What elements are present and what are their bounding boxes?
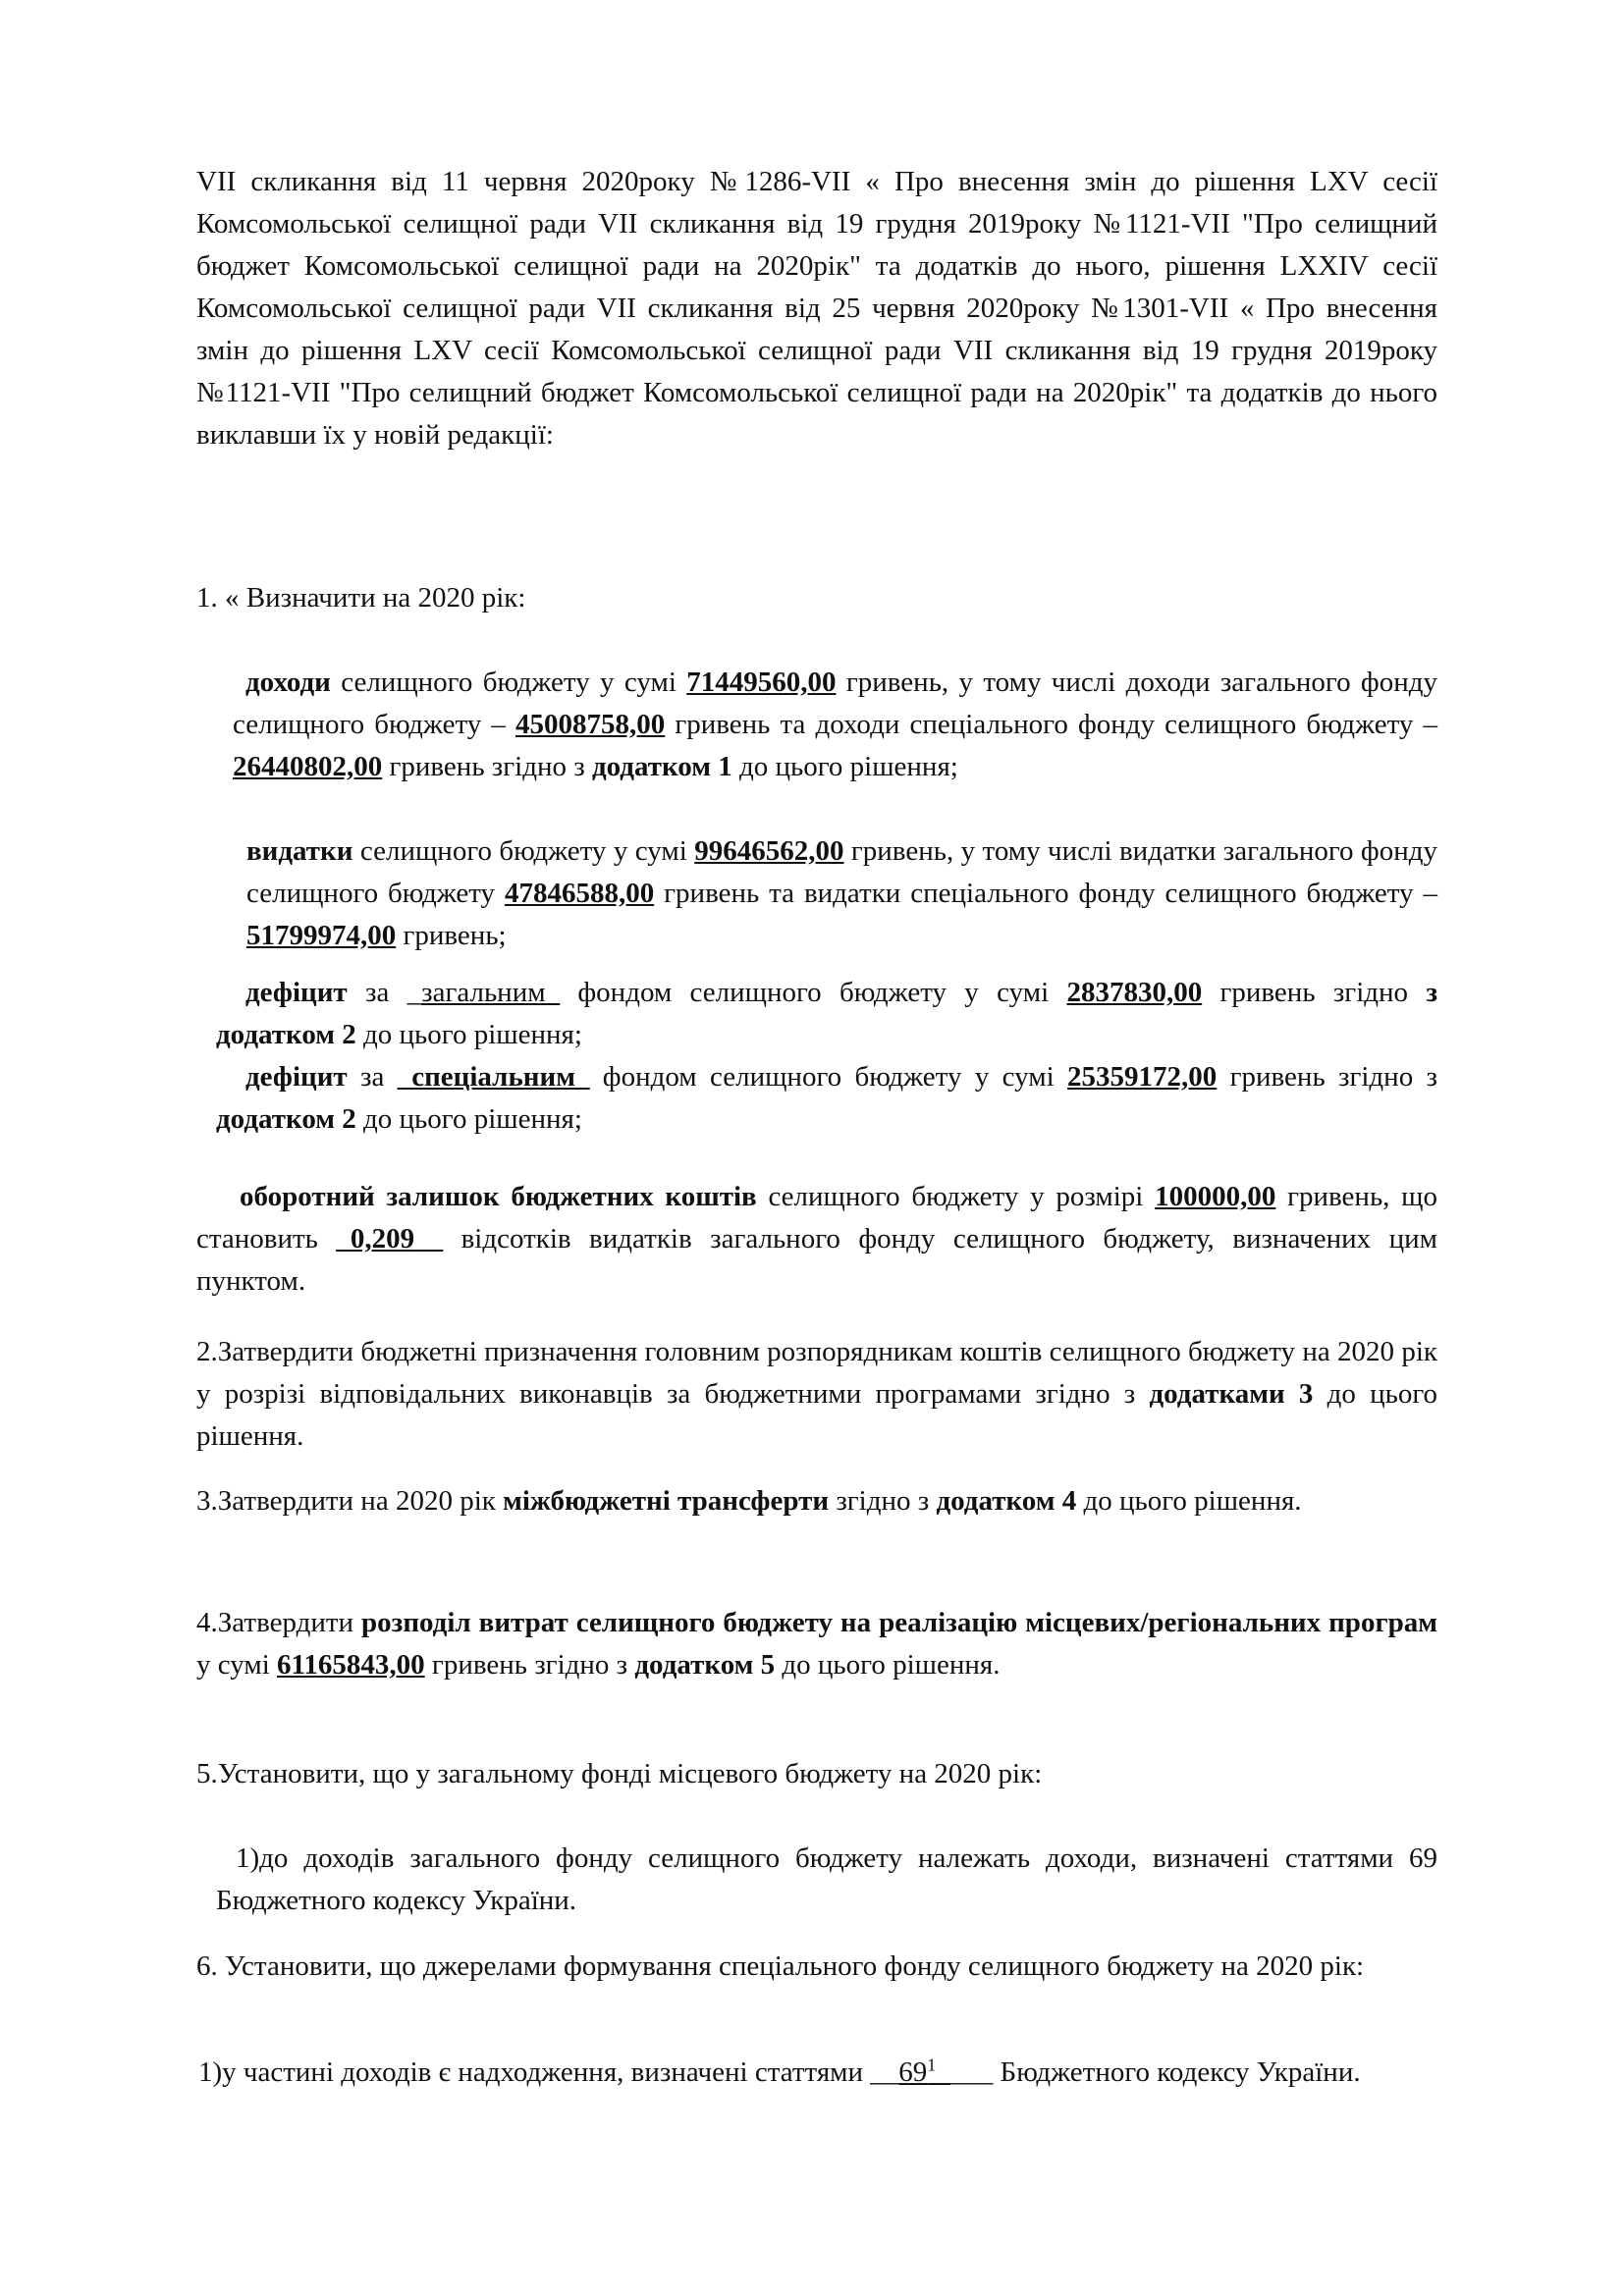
- item-4-amount: 61165843,00: [277, 1649, 425, 1681]
- deficit-special-text-4: до цього рішення;: [355, 1103, 582, 1135]
- deficit-general-term: дефіцит: [245, 977, 348, 1008]
- expenses-total: 99646562,00: [694, 835, 844, 867]
- expenses-general: 47846588,00: [504, 878, 655, 909]
- item-3-text-2: згідно з: [829, 1485, 937, 1517]
- deficit-special-text-3: гривень згідно з: [1217, 1061, 1437, 1093]
- item-3-term: міжбюджетні трансферти: [503, 1485, 830, 1517]
- item-6-paragraph: 6. Установити, що джерелами формування спеціального фонду селищного бюджету на 2020 рік:: [196, 1950, 1365, 1982]
- item-6-1-article-sup: 1: [927, 2055, 937, 2075]
- reserve-amount: 100000,00: [1155, 1181, 1276, 1212]
- deficit-general-amount: 2837830,00: [1066, 977, 1203, 1008]
- item-4-term: розподіл витрат селищного бюджету на реалізацію місцевих/регіональних програм: [361, 1607, 1437, 1638]
- reserve-term: оборотний залишок бюджетних коштів: [240, 1181, 757, 1212]
- incomes-text-3: гривень та доходи спеціального фонду селищного бюджету –: [665, 709, 1437, 740]
- incomes-paragraph: [233, 662, 1437, 788]
- reserve-text-3: відсотків видатків загального фонду селищного бюджету, визначених цим пунктом.: [196, 1223, 1438, 1297]
- item-3-tail: до цього рішення.: [1076, 1485, 1302, 1517]
- item-5-paragraph: 5.Установити, що у загальному фонді місцевого бюджету на 2020 рік:: [196, 1758, 1043, 1789]
- deficit-special-text-1: за: [347, 1061, 398, 1093]
- expenses-term: видатки: [246, 835, 353, 867]
- item-1-heading: 1. « Визначити на 2020 рік:: [196, 582, 526, 614]
- reserve-text-2: гривень, що становить: [196, 1181, 1437, 1255]
- item-4-text-2: у сумі: [196, 1649, 278, 1681]
- deficit-special-annex: додатком 2: [216, 1103, 356, 1135]
- incomes-annex: додатком 1: [591, 751, 732, 782]
- item-2-text: 2.Затвердити бюджетні призначення головним розпорядникам коштів селищного бюджету на 2020 рік у розрізі відповідальних виконавців за бюджетними програмами згідно з: [196, 1336, 1437, 1410]
- deficit-general-paragraph: [216, 972, 1437, 1056]
- expenses-text-3: гривень та видатки спеціального фонду селищного бюджету –: [654, 878, 1437, 909]
- incomes-term: доходи: [245, 667, 331, 698]
- deficit-special-text-2: фондом селищного бюджету у сумі: [589, 1061, 1068, 1093]
- item-2-tail: до цього рішення.: [196, 1378, 1437, 1452]
- item-6-1-article-number: 69: [898, 2056, 928, 2088]
- incomes-text-1: селищного бюджету у сумі: [330, 667, 687, 698]
- deficit-general-fund: загальним_: [421, 977, 561, 1008]
- reserve-text-1: селищного бюджету у розмірі: [756, 1181, 1156, 1212]
- item-6-1-paragraph: [198, 2052, 1439, 2094]
- incomes-special: 26440802,00: [233, 751, 383, 782]
- incomes-general: 45008758,00: [514, 709, 666, 740]
- item-2-paragraph: [196, 1331, 1437, 1458]
- item-4-text: 4.Затвердити: [196, 1607, 362, 1638]
- deficit-general-text-2: фондом селищного бюджету у сумі: [560, 977, 1067, 1008]
- deficit-special-term: дефіцит: [245, 1061, 348, 1093]
- incomes-text-2: гривень, у тому числі доходи загального фонду селищного бюджету –: [233, 667, 1437, 740]
- item-3-annex: додатком 4: [936, 1485, 1077, 1517]
- item-3-paragraph: [196, 1480, 1437, 1522]
- item-4-annex: додатком 5: [634, 1649, 776, 1681]
- deficit-general-annex: з додатком 2: [216, 977, 1437, 1050]
- deficit-general-text-4: до цього рішення;: [355, 1019, 582, 1050]
- expenses-text-2: гривень, у тому числі видатки загального фонду селищного бюджету: [246, 835, 1437, 909]
- deficit-special-amount: 25359172,00: [1067, 1061, 1218, 1093]
- deficit-special-fund: _спеціальним_: [397, 1061, 590, 1093]
- item-6-1-tail: ___ Бюджетного кодексу України.: [949, 2056, 1361, 2088]
- item-6-1-mid: _: [936, 2056, 950, 2088]
- expenses-paragraph: [246, 830, 1437, 957]
- intro-paragraph: VII скликання від 11 червня 2020року №1286-VII « Про внесення змін до рішення LXV сесії Комсомольської селищної ради VII скликання від 19 грудня 2019року №1121-VII "Про селищний бюджет Комсомольської селищної ради на 2020рік" та додатків до нього, рішення LXXIV сесії Комсомольської селищної ради VII скликання від 25 червня 2020року №1301-VII « Про внесення змін до рішення LXV сесії Комсомольської селищної ради VII скликання від 19 грудня 2019року №1121-VII "Про селищний бюджет Комсомольської селищної ради на 2020рік" та додатків до нього виклавши їх у новій редакції:: [196, 166, 1437, 451]
- incomes-total: 71449560,00: [686, 667, 837, 698]
- item-4-paragraph: [196, 1602, 1437, 1686]
- incomes-text-4: гривень згідно з: [382, 751, 592, 782]
- reserve-paragraph: [196, 1176, 1437, 1303]
- expenses-special: 51799974,00: [246, 920, 397, 951]
- deficit-general-text-1: за _: [347, 977, 422, 1008]
- item-5-1-paragraph: 1)до доходів загального фонду селищного бюджету належать доходи, визначені статтями 69 Бюджетного кодексу України.: [216, 1842, 1437, 1916]
- item-2-annex: додатками 3: [1149, 1378, 1314, 1410]
- deficit-special-paragraph: [216, 1056, 1437, 1141]
- expenses-text-4: гривень;: [396, 920, 507, 951]
- expenses-text-1: селищного бюджету у сумі: [352, 835, 695, 867]
- item-6-1-article: [898, 2056, 936, 2088]
- incomes-text-5: до цього рішення;: [731, 751, 958, 782]
- reserve-percent: _0,209: [336, 1223, 415, 1255]
- item-6-1-text: 1)у частині доходів є надходження, визначені статтями __: [198, 2056, 899, 2088]
- deficit-general-text-3: гривень згідно: [1202, 977, 1427, 1008]
- reserve-percent-tail: __: [414, 1223, 444, 1255]
- item-3-text: 3.Затвердити на 2020 рік: [196, 1485, 504, 1517]
- item-4-tail: до цього рішення.: [775, 1649, 1001, 1681]
- item-4-text-3: гривень згідно з: [424, 1649, 635, 1681]
